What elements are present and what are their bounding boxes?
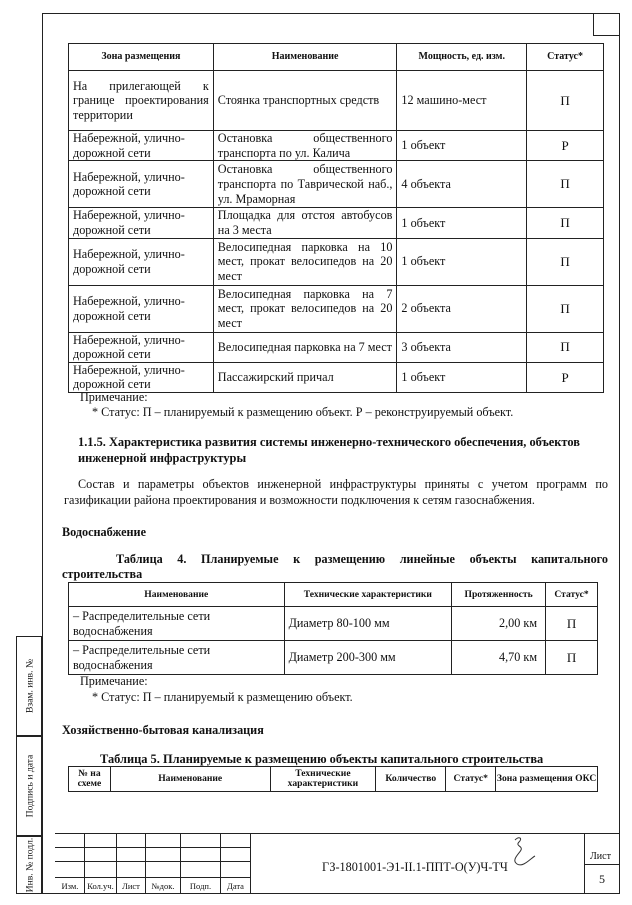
table-row xyxy=(69,208,604,238)
spec-cell: Диаметр 80-100 мм xyxy=(284,607,452,641)
status-cell: П xyxy=(527,71,604,131)
status-cell: П xyxy=(527,238,604,285)
status-cell: П xyxy=(546,641,598,675)
name-cell: – Распределительные сети водоснабжения xyxy=(69,641,285,675)
zone-cell: Набережной, улично-дорожной сети xyxy=(69,161,214,208)
zone-cell: Набережной, улично-дорожной сети xyxy=(69,131,214,161)
note-text: * Статус: П – планируемый к размещению объект. Р – реконструируемый объект. xyxy=(92,405,514,419)
side-label: Инв. № подл. xyxy=(23,837,35,893)
name-cell: – Распределительные сети водоснабжения xyxy=(69,607,285,641)
section-paragraph: Состав и параметры объектов инженерной инфраструктуры приняты с учетом программ по газификации района проектирования и возможности подключения к сетям газоснабжения. xyxy=(64,477,608,508)
table-header-row xyxy=(69,767,598,792)
name-cell: Велосипедная парковка на 7 мест, прокат велосипедов на 20 мест xyxy=(213,285,397,332)
column-header: Количество xyxy=(376,767,446,792)
note-title: Примечание: xyxy=(80,674,148,688)
name-cell: Пассажирский причал xyxy=(213,362,397,392)
table-row xyxy=(69,131,604,161)
capacity-cell: 2 объекта xyxy=(397,285,527,332)
sewage-objects-table xyxy=(68,766,598,792)
status-cell: П xyxy=(527,332,604,362)
table-row xyxy=(69,71,604,131)
table-row xyxy=(69,641,598,675)
column-header: Технические характеристики xyxy=(284,583,452,607)
column-header: Технические характеристики xyxy=(270,767,376,792)
zone-cell: Набережной, улично-дорожной сети xyxy=(69,285,214,332)
status-cell: Р xyxy=(527,131,604,161)
name-cell: Остановка общественного транспорта по ул. Калича xyxy=(213,131,397,161)
sewage-heading: Хозяйственно-бытовая канализация xyxy=(62,723,264,737)
water-lines-table xyxy=(68,582,598,675)
table-header-row xyxy=(69,583,598,607)
zone-cell: Набережной, улично-дорожной сети xyxy=(69,208,214,238)
column-header: Зона размещения xyxy=(69,44,214,71)
spec-cell: Диаметр 200-300 мм xyxy=(284,641,452,675)
page-corner-box xyxy=(593,13,620,36)
transport-objects-table xyxy=(68,43,604,393)
side-empty-cell xyxy=(30,636,42,736)
name-cell: Стоянка транспортных средств xyxy=(213,71,397,131)
zone-cell: Набережной, улично-дорожной сети xyxy=(69,332,214,362)
zone-cell: На прилегающей к границе проектирования территории xyxy=(69,71,214,131)
name-cell: Велосипедная парковка на 10 мест, прокат велосипедов на 20 мест xyxy=(213,238,397,285)
column-header: Наименование xyxy=(213,44,397,71)
water-heading: Водоснабжение xyxy=(62,525,146,539)
column-header: Мощность, ед. изм. xyxy=(397,44,527,71)
side-label: Взам. инв. № xyxy=(23,658,35,714)
column-header: Статус* xyxy=(527,44,604,71)
side-empty-cell xyxy=(30,736,42,836)
capacity-cell: 1 объект xyxy=(397,208,527,238)
status-cell: П xyxy=(527,208,604,238)
zone-cell: Набережной, улично-дорожной сети xyxy=(69,362,214,392)
zone-cell: Набережной, улично-дорожной сети xyxy=(69,238,214,285)
table5-caption: Таблица 5. Планируемые к размещению объекты капитального строительства xyxy=(100,752,544,766)
note-text: * Статус: П – планируемый к размещению объект. xyxy=(92,690,353,704)
stamp-line xyxy=(250,833,251,894)
side-label: Подпись и дата xyxy=(23,754,35,818)
capacity-cell: 1 объект xyxy=(397,238,527,285)
side-empty-cell xyxy=(30,836,42,894)
capacity-cell: 4 объекта xyxy=(397,161,527,208)
capacity-cell: 12 машино-мест xyxy=(397,71,527,131)
section-title: 1.1.5. Характеристика развития системы инженерно-технического обеспечения, объектов инженерной инфраструктуры xyxy=(78,435,580,466)
status-cell: П xyxy=(527,285,604,332)
column-header: Статус* xyxy=(546,583,598,607)
column-header: Наименование xyxy=(110,767,270,792)
column-header: Наименование xyxy=(69,583,285,607)
sheet-number: 5 xyxy=(599,872,605,886)
stamp-label: Изм. xyxy=(61,881,79,891)
stamp-label: Дата xyxy=(227,881,244,891)
capacity-cell: 1 объект xyxy=(397,131,527,161)
sheet-label: Лист xyxy=(590,851,611,862)
signature-scribble xyxy=(505,834,545,870)
table4-caption: Таблица 4. Планируемые к размещению линейные объекты капитального строительства xyxy=(62,552,608,581)
document-code: ГЗ-1801001-Э1-II.1-ППТ-О(У)Ч-ТЧ xyxy=(322,860,508,874)
column-header: Зона размещения ОКС xyxy=(496,767,598,792)
status-cell: Р xyxy=(527,362,604,392)
stamp-label: Подп. xyxy=(189,881,212,891)
table-row xyxy=(69,607,598,641)
table-row xyxy=(69,285,604,332)
name-cell: Площадка для отстоя автобусов на 3 места xyxy=(213,208,397,238)
length-cell: 2,00 км xyxy=(452,607,546,641)
length-cell: 4,70 км xyxy=(452,641,546,675)
note-title: Примечание: xyxy=(80,390,148,404)
table-row xyxy=(69,238,604,285)
table-row xyxy=(69,332,604,362)
status-cell: П xyxy=(546,607,598,641)
stamp-label: Кол.уч. xyxy=(87,881,114,891)
table-row xyxy=(69,161,604,208)
capacity-cell: 1 объект xyxy=(397,362,527,392)
status-cell: П xyxy=(527,161,604,208)
column-header: № на схеме xyxy=(69,767,111,792)
name-cell: Остановка общественного транспорта по Таврической наб., ул. Мраморная xyxy=(213,161,397,208)
stamp-label: №док. xyxy=(151,881,175,891)
column-header: Статус* xyxy=(446,767,496,792)
stamp-label: Лист xyxy=(122,881,140,891)
capacity-cell: 3 объекта xyxy=(397,332,527,362)
table-header-row xyxy=(69,44,604,71)
table-row xyxy=(69,362,604,392)
stamp-line xyxy=(584,864,620,865)
column-header: Протяженность xyxy=(452,583,546,607)
name-cell: Велосипедная парковка на 7 мест xyxy=(213,332,397,362)
